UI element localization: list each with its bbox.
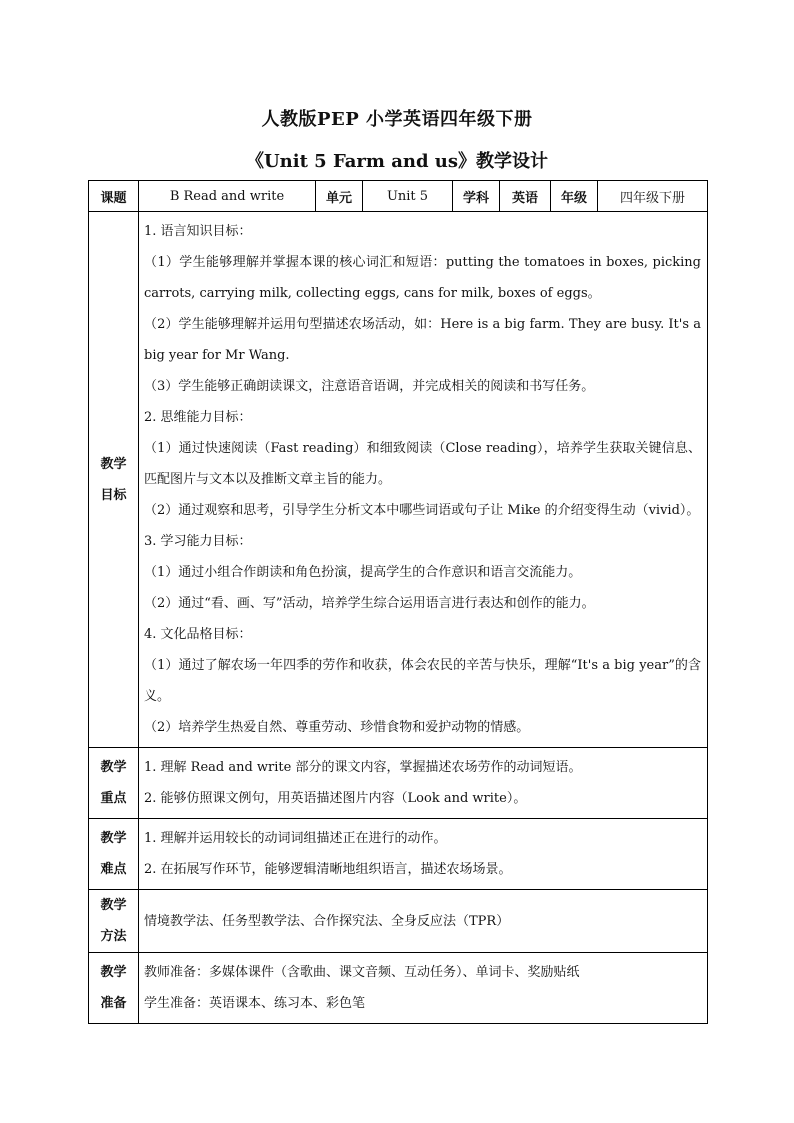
difficulty-line: 1. 理解并运用较长的动词词组描述正在进行的动作。	[144, 831, 447, 846]
difficulties-content	[139, 819, 708, 890]
key-points-label	[89, 748, 139, 819]
key-points-content	[139, 748, 708, 819]
objectives-label-line2: 目标	[100, 487, 127, 503]
subject-label: 学科	[453, 181, 500, 212]
objective-line: （2）通过观察和思考，引导学生分析文本中哪些词语或句子让 Mike 的介绍变得生动（vivid）。	[144, 503, 700, 518]
objectives-content	[139, 212, 708, 748]
objectives-label	[89, 212, 139, 748]
key-points-row	[89, 748, 708, 819]
grade-value: 四年级下册	[598, 181, 708, 212]
objective-line: 2. 思维能力目标：	[144, 410, 252, 425]
methods-label	[89, 890, 139, 953]
difficulty-line: 2. 在拓展写作环节，能够逻辑清晰地组织语言，描述农场场景。	[144, 862, 512, 877]
preparation-label-line1: 教学	[100, 965, 127, 980]
topic-value: B Read and write	[139, 181, 316, 212]
objectives-row	[89, 212, 708, 748]
objectives-label-line1: 教学	[100, 456, 127, 472]
subject-value: 英语	[500, 181, 551, 212]
method-line: 情境教学法、任务型教学法、合作探究法、全身反应法（TPR）	[144, 913, 510, 929]
key-points-label-line2: 重点	[100, 791, 127, 806]
topic-label: 课题	[89, 181, 139, 212]
objective-line: 1. 语言知识目标：	[144, 224, 252, 239]
objective-line: （2）培养学生热爱自然、尊重劳动、珍惜食物和爱护动物的情感。	[144, 720, 530, 735]
document-subtitle: 《Unit 5 Farm and us》教学设计	[245, 151, 549, 172]
objective-line: （1）通过快速阅读（Fast reading）和细致阅读（Close reading），培养学生获取关键信息、匹配图片与文本以及推断文章主旨的能力。	[144, 441, 701, 487]
lesson-plan-table	[88, 180, 708, 1024]
methods-label-line1: 教学	[100, 898, 127, 913]
preparation-line: 学生准备：英语课本、练习本、彩色笔	[144, 996, 366, 1011]
difficulties-label-line2: 难点	[100, 862, 127, 877]
preparation-label	[89, 953, 139, 1024]
unit-label: 单元	[316, 181, 363, 212]
methods-label-line2: 方法	[100, 929, 127, 944]
key-point-line: 1. 理解 Read and write 部分的课文内容，掌握描述农场劳作的动词短语。	[144, 760, 582, 775]
objective-line: 3. 学习能力目标：	[144, 534, 252, 549]
methods-content	[139, 890, 708, 953]
objective-line: （2）学生能够理解并运用句型描述农场活动，如：Here is a big farm. They are busy. It's a big year for Mr Wang.	[144, 317, 701, 363]
objective-line: （2）通过“看、画、写”活动，培养学生综合运用语言进行表达和创作的能力。	[144, 596, 595, 611]
difficulties-label	[89, 819, 139, 890]
difficulties-label-line1: 教学	[100, 831, 127, 846]
key-points-label-line1: 教学	[100, 760, 127, 775]
objective-line: （1）通过了解农场一年四季的劳作和收获，体会农民的辛苦与快乐，理解“It's a big year”的含义。	[144, 658, 701, 704]
document-title: 人教版PEP 小学英语四年级下册	[261, 109, 533, 130]
objective-line: 4. 文化品格目标：	[144, 627, 252, 642]
objective-line: （1）通过小组合作朗读和角色扮演，提高学生的合作意识和语言交流能力。	[144, 565, 582, 580]
preparation-row	[89, 953, 708, 1024]
preparation-line: 教师准备：多媒体课件（含歌曲、课文音频、互动任务）、单词卡、奖励贴纸	[144, 965, 580, 980]
methods-row	[89, 890, 708, 953]
difficulties-row	[89, 819, 708, 890]
preparation-content	[139, 953, 708, 1024]
grade-label: 年级	[551, 181, 598, 212]
objective-line: （1）学生能够理解并掌握本课的核心词汇和短语：putting the tomatoes in boxes, picking carrots, carrying milk, collecting eggs, cans for milk, boxes of eggs。	[144, 255, 701, 301]
preparation-label-line2: 准备	[100, 996, 127, 1011]
objective-line: （3）学生能够正确朗读课文，注意语音语调，并完成相关的阅读和书写任务。	[144, 379, 595, 394]
header-row	[89, 181, 708, 212]
key-point-line: 2. 能够仿照课文例句，用英语描述图片内容（Look and write）。	[144, 791, 527, 806]
unit-value: Unit 5	[363, 181, 453, 212]
